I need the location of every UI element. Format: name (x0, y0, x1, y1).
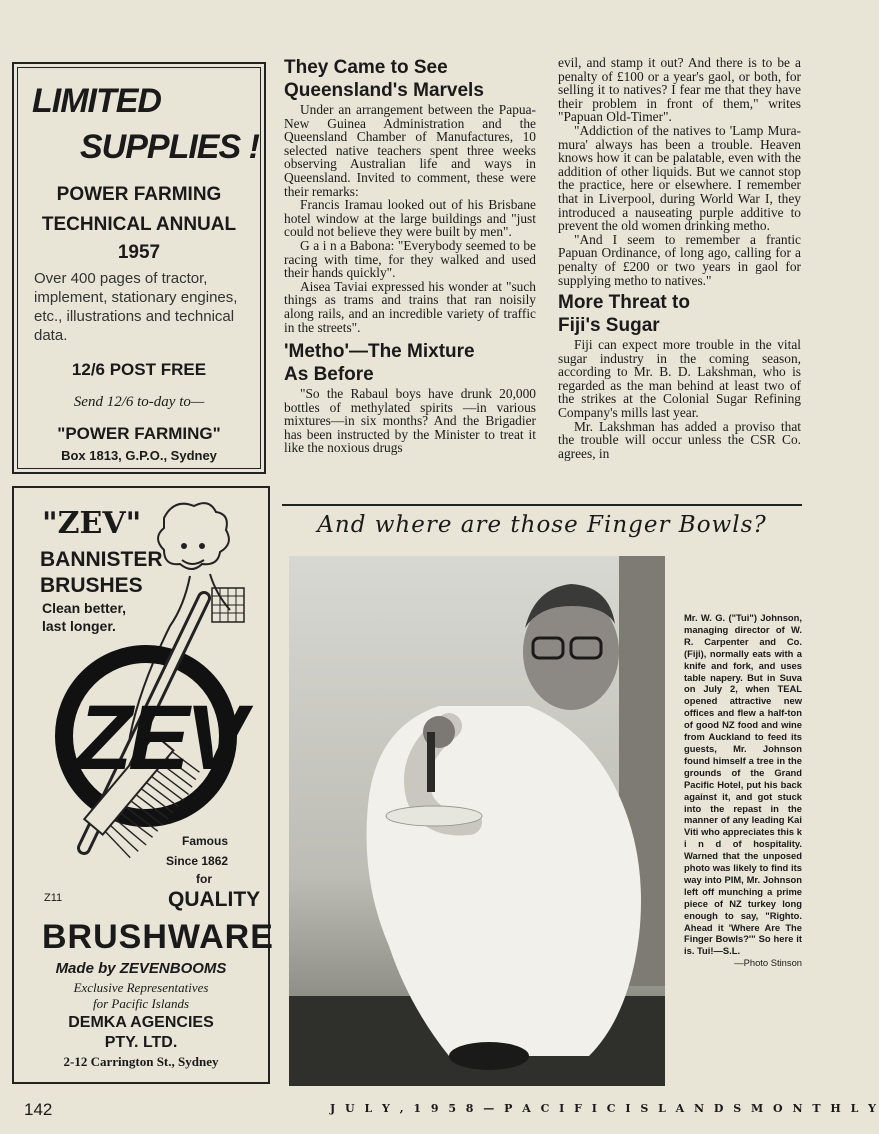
paragraph: "So the Rabaul boys have drunk 20,000 bottles of methylated spirits —in various mixtures—in six months? And the Brigadier has been instructed by the Minister to treat it like the noxious drugs (284, 386, 536, 456)
ad-headline-line2: SUPPLIES ! (80, 128, 259, 166)
photo-johnson (289, 556, 665, 1086)
photo-caption (684, 612, 802, 969)
paragraph: "Addiction of the natives to 'Lamp Mura-mura' always has been a trouble. Heaven knows how it can be palatable, even with the addition of other liquids. But we cannot stop the practice, here or elsewhere. I remember that in Liverpool, during World War I, they introduced a nauseating purple additive to prevent the old women drinking metho. (558, 122, 801, 234)
zev-brushes-ad (12, 486, 274, 1084)
section-rule (282, 504, 802, 506)
paragraph: Under an arrangement between the Papua-New Guinea Administration and the Queensland Chamber of Manufactures, 10 selected native teachers spent three weeks observing Australian life and ways in Queensland. Invited to comment, these were their remarks: (284, 102, 536, 199)
zev-made-by: Made by ZEVENBOOMS (55, 960, 227, 977)
ad-title-line1: POWER FARMING (56, 184, 222, 205)
paragraph: Aisea Taviai expressed his wonder at "such things as trams and trains that ran noisily along rails, and an incredible variety of traffic in the streets". (284, 278, 536, 335)
zev-brushware: BRUSHWARE (42, 918, 274, 956)
caption-text: Mr. W. G. ("Tui") Johnson, managing director of W. R. Carpenter and Co. (Fiji), normally eats with a knife and fork, and uses table napery. But in Suva on July 2, when TEAL opened attractive new offices and flew a half-ton of good NZ food and wine from Auckland to feed its guests, Mr. Johnson found himself a tree in the grounds of the Grand Pacific Hotel, put his back against it, and got stuck into the repast in the manner of any leading Kai Viti who appreciates this k i n d of hospitality. Warned that the unposed photo was likely to find its way into PIM, Mr. Johnson left off munching a prime piece of NZ turkey long enough to say, "Righto. Ahead it 'Where Are The Finger Bowls?'" So here it is. Tui!—S.L. (684, 612, 802, 957)
paragraph: Francis Iramau looked out of his Brisbane hotel window at the large buildings and "just could not believe they were built by men". (284, 197, 536, 240)
zev-since: Since 1862 (166, 854, 229, 868)
ad-year: 1957 (117, 242, 161, 263)
zev-agent-address: 2-12 Carrington St., Sydney (63, 1054, 219, 1069)
ad-price: 12/6 POST FREE (71, 360, 207, 379)
zev-brand: "ZEV" (42, 506, 142, 541)
zev-tag2: last longer. (42, 618, 116, 634)
paragraph: "And I seem to remember a frantic Papuan Ordinance, of long ago, calling for a penalty of £200 or two years in gaol for supplying metho to natives." (558, 231, 801, 288)
zev-agent1: DEMKA AGENCIES (68, 1014, 214, 1031)
man-eating-photo (289, 556, 665, 1086)
running-footer: J U L Y , 1 9 5 8 — P A C I F I C I S L A N D S M O N T H L Y (330, 1102, 879, 1115)
heading-metho-line1: 'Metho'—The Mixture (284, 341, 475, 363)
zev-exclusive1: Exclusive Representatives (73, 980, 209, 995)
zev-line1: BANNISTER (40, 548, 163, 571)
zev-logo: ZEV (76, 687, 243, 789)
heading-fiji-line2: Fiji's Sugar (558, 315, 660, 337)
zev-exclusive2: for Pacific Islands (92, 996, 190, 1011)
ad-title-line2: TECHNICAL ANNUAL (41, 214, 237, 235)
paragraph: evil, and stamp it out? And there is to be a penalty of £100 or a year's gaol, or both, for selling it to natives? I fear me that they have their problem in front of them," writes "Papuan Old-Timer". (558, 55, 801, 125)
heading-fiji-line1: More Threat to (558, 292, 690, 314)
ad-description: Over 400 pages of tractor, implement, stationary engines, etc., illustrations and technical data. (34, 270, 238, 344)
power-farming-ad (12, 62, 266, 474)
ad-publisher: "POWER FARMING" (57, 424, 221, 443)
photo-credit: —Photo Stinson (734, 957, 802, 969)
paragraph: Fiji can expect more trouble in the vital sugar industry in the coming season, according to Mr. B. D. Lakshman, who is regarded as the man behind at least two of the strikes at the Colonial Sugar Refining Company's mills last year. (558, 337, 801, 421)
heading-metho-line2: As Before (284, 364, 374, 386)
page-number: 142 (24, 1100, 53, 1119)
zev-tag1: Clean better, (42, 600, 127, 616)
zev-agent2: PTY. LTD. (104, 1034, 178, 1051)
heading-queensland-line2: Queensland's Marvels (284, 80, 484, 101)
zev-famous: Famous (182, 834, 229, 848)
ad-send-line: Send 12/6 to-day to— (73, 394, 205, 410)
ad-address: Box 1813, G.P.O., Sydney (61, 448, 217, 463)
article-column-1 (284, 56, 536, 455)
ad-headline-line1: LIMITED (32, 82, 161, 120)
paragraph: G a i n a Babona: "Everybody seemed to be racing with time, for they walked and used their hands quickly". (284, 237, 536, 281)
heading-queensland-line1: They Came to See (284, 57, 448, 78)
zev-line2: BRUSHES (40, 574, 143, 597)
zev-for: for (196, 872, 212, 886)
article-column-2 (558, 56, 801, 460)
zev-quality: QUALITY (168, 888, 261, 911)
photo-title: And where are those Finger Bowls? (317, 512, 767, 538)
paragraph: Mr. Lakshman has added a proviso that the trouble will occur unless the CSR Co. agrees, in (558, 418, 801, 461)
zev-code: Z11 (44, 892, 63, 904)
